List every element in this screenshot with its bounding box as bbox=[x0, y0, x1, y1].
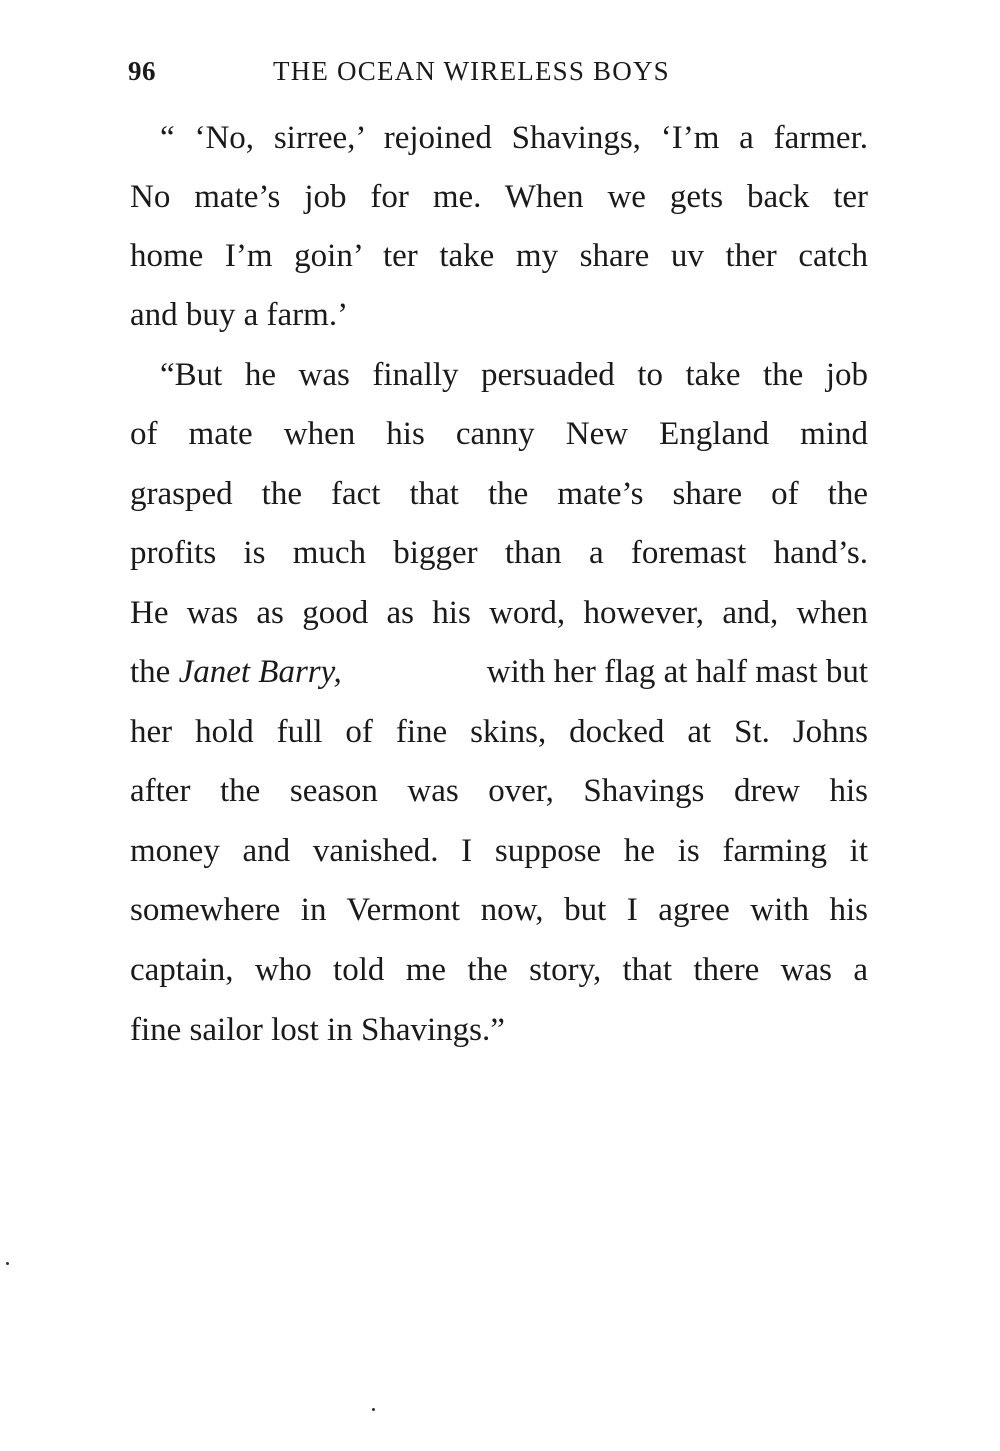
text-line: profits is much bigger than a foremast hand’s. bbox=[130, 535, 868, 571]
page-number: 96 bbox=[128, 56, 156, 86]
running-title: THE OCEAN WIRELESS BOYS bbox=[273, 56, 670, 86]
text-line: fine sailor lost in Shavings.” bbox=[130, 1012, 505, 1048]
text-fragment: the bbox=[130, 654, 171, 690]
text-line: “ ‘No, sirree,’ rejoined Shavings, ‘I’m a farmer. bbox=[160, 120, 868, 156]
text-line: “But he was finally persuaded to take the job bbox=[160, 357, 868, 393]
text-line: somewhere in Vermont now, but I agree with his bbox=[130, 892, 868, 928]
text-line: and buy a farm.’ bbox=[130, 297, 349, 333]
ship-name: Janet Barry, bbox=[178, 654, 342, 690]
running-head bbox=[128, 56, 868, 96]
scan-speck bbox=[6, 1262, 9, 1265]
text-line: captain, who told me the story, that there was a bbox=[130, 952, 868, 988]
text-line-with-ship-name bbox=[130, 652, 868, 692]
text-line: He was as good as his word, however, and, when bbox=[130, 595, 868, 631]
text-line: her hold full of fine skins, docked at St. Johns bbox=[130, 714, 868, 750]
text-line: grasped the fact that the mate’s share of the bbox=[130, 476, 868, 512]
text-line: of mate when his canny New England mind bbox=[130, 416, 868, 452]
text-line: after the season was over, Shavings drew his bbox=[130, 773, 868, 809]
text-fragment: with her flag at half mast but bbox=[486, 654, 868, 690]
text-line: No mate’s job for me. When we gets back ter bbox=[130, 179, 868, 215]
scan-speck bbox=[372, 1408, 375, 1411]
text-line: home I’m goin’ ter take my share uv ther catch bbox=[130, 238, 868, 274]
text-line: money and vanished. I suppose he is farming it bbox=[130, 833, 868, 869]
